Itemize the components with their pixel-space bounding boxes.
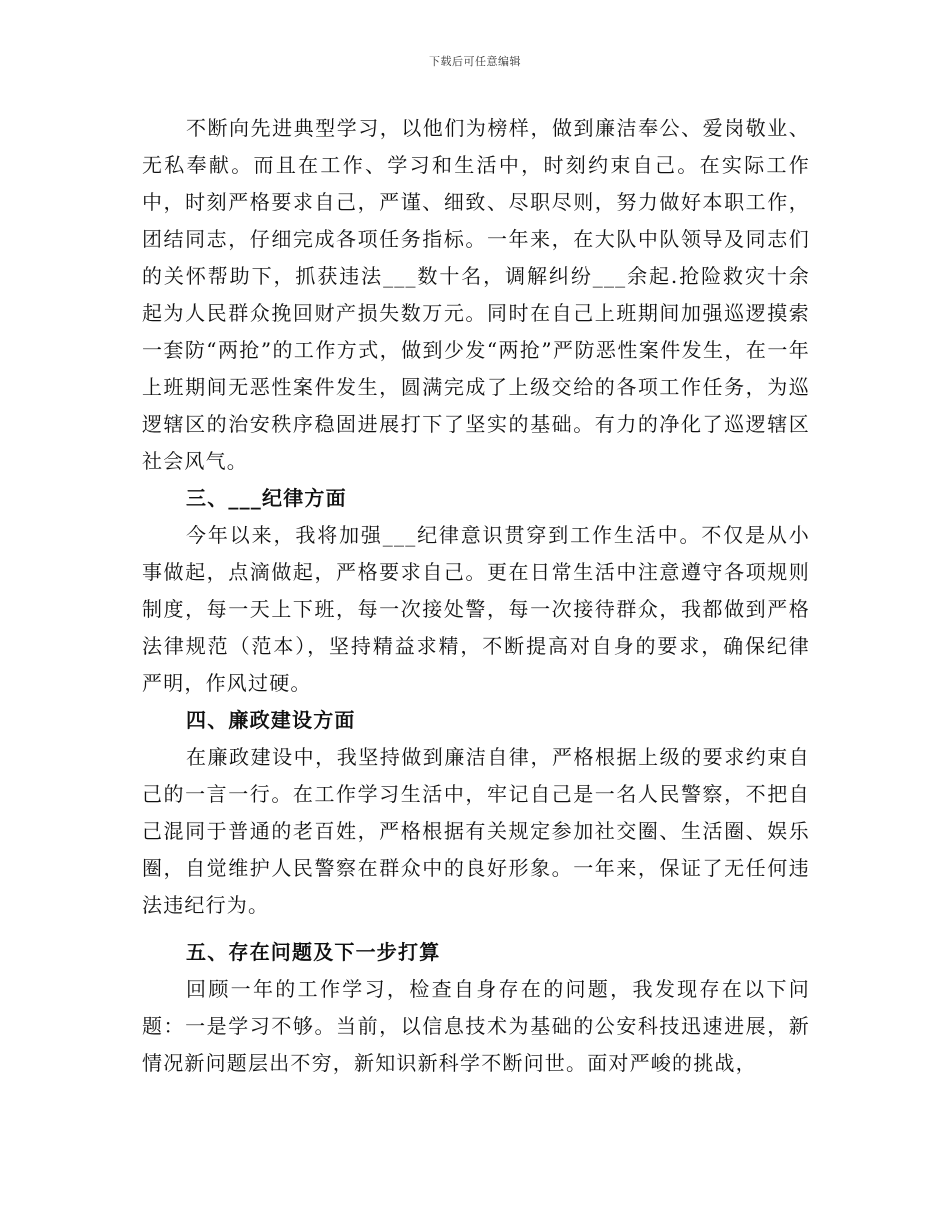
- paragraph-integrity: 在廉政建设中，我坚持做到廉洁自律，严格根据上级的要求约束自己的一言一行。在工作学习生活中，牢记自己是一名人民警察，不把自己混同于普通的老百姓，严格根据有关规定参加社交圈、生活圈、娱乐圈，自觉维护人民警察在群众中的良好形象。一年来，保证了无任何违法违纪行为。: [142, 745, 810, 917]
- page-header: 下载后可任意编辑: [429, 55, 521, 68]
- section-heading-problems: 五、存在问题及下一步打算: [186, 940, 441, 964]
- paragraph-discipline: 今年以来，我将加强___纪律意识贯穿到工作生活中。不仅是从小事做起，点滴做起，严格要求自己。更在日常生活中注意遵守各项规则制度，每一天上下班，每一次接处警，每一次接待群众，我都做到严格法律规范（范本），坚持精益求精，不断提高对自身的要求，确保纪律严明，作风过硬。: [142, 523, 810, 695]
- paragraph-problems: 回顾一年的工作学习，检查自身存在的问题，我发现存在以下问题：一是学习不够。当前，以信息技术为基础的公安科技迅速进展，新情况新问题层出不穷，新知识新科学不断问世。面对严峻的挑战，: [142, 977, 810, 1075]
- section-heading-discipline: 三、___纪律方面: [186, 486, 347, 510]
- paragraph-work-summary: 不断向先进典型学习，以他们为榜样，做到廉洁奉公、爱岗敬业、无私奉献。而且在工作、学习和生活中，时刻约束自己。在实际工作中，时刻严格要求自己，严谨、细致、尽职尽则，努力做好本职工作，团结同志，仔细完成各项任务指标。一年来，在大队中队领导及同志们的关怀帮助下，抓获违法___数十名，调解纠纷___余起.抢险救灾十余起为人民群众挽回财产损失数万元。同时在自己上班期间加强巡逻摸索一套防“两抢”的工作方式，做到少发“两抢”严防恶性案件发生，在一年上班期间无恶性案件发生，圆满完成了上级交给的各项工作任务，为巡逻辖区的治安秩序稳固进展打下了坚实的基础。有力的净化了巡逻辖区社会风气。: [142, 116, 810, 473]
- document-body: [142, 110, 810, 1082]
- section-heading-integrity: 四、廉政建设方面: [186, 708, 356, 732]
